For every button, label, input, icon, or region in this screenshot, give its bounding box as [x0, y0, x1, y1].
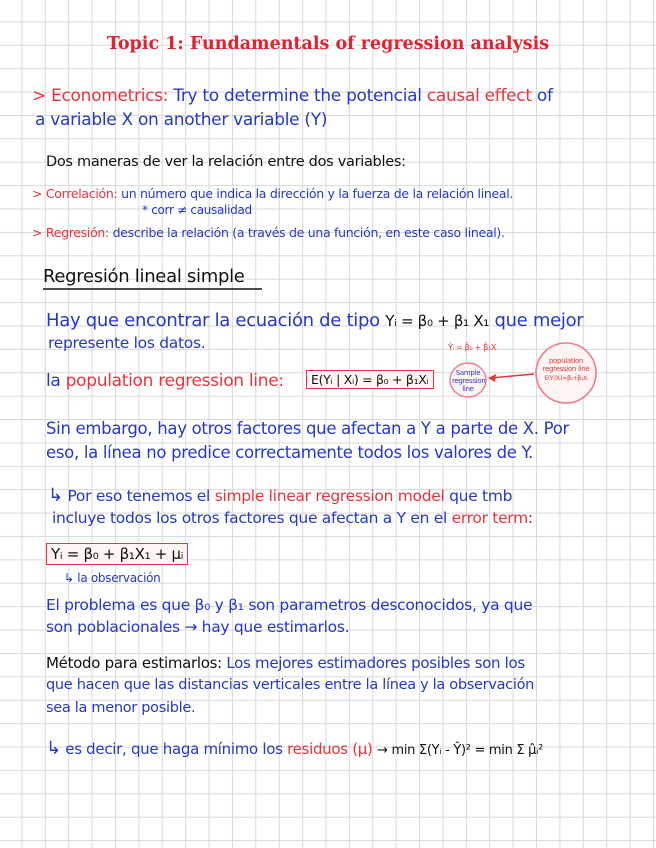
intro-marker: > — [32, 86, 46, 106]
p5-line-2: que hacen que las distancias verticales entre la línea y la observación — [46, 677, 535, 693]
p4-line-2: son poblacionales → hay que estimarlos. — [46, 618, 350, 636]
sample-label-1: Sample — [455, 369, 481, 377]
pop-circle-label — [536, 357, 596, 383]
sample-label-2: regression — [452, 377, 486, 385]
prl-line — [46, 371, 284, 391]
p5-line-1 — [46, 654, 525, 672]
sample-label-3: line — [462, 385, 474, 393]
p3-text-a: Por eso tenemos el — [67, 487, 211, 505]
p1-equation: Yᵢ = β₀ + β₁ X₁ — [385, 312, 490, 330]
prl-equation-box: E(Yᵢ | Xᵢ) = β₀ + β₁Xᵢ — [306, 370, 434, 389]
p6-arrow: ↳ — [46, 738, 61, 759]
page-title: Topic 1: Fundamentals of regression analysis — [106, 34, 550, 54]
p2-line-2: eso, la línea no predice correctamente todos los valores de Y. — [46, 443, 533, 462]
intro-line-2: a variable X on another variable (Y) — [35, 110, 328, 130]
pop-label-2: regression line — [542, 365, 590, 373]
p1-line-2: represente los datos. — [48, 334, 206, 352]
sample-label — [452, 369, 484, 393]
intro-term: Econometrics: — [51, 86, 169, 106]
model-equation-box: Yᵢ = β₀ + β₁X₁ + μᵢ — [46, 543, 188, 565]
dos-maneras: Dos maneras de ver la relación entre dos variables: — [46, 154, 406, 170]
p5-label: Método para estimarlos: — [46, 654, 222, 672]
sample-eq: Ŷᵢ = β̂₀ + β̂₁X — [448, 343, 497, 352]
p6-term: residuos (μ) — [287, 740, 373, 758]
intro-line-1 — [32, 86, 553, 106]
p4-line-1: El problema es que β₀ y β₁ son parametros desconocidos, ya que — [46, 596, 533, 614]
model-arrow: ↳ — [64, 571, 74, 585]
correlacion-note: * corr ≠ causalidad — [142, 203, 252, 217]
correlacion-line — [32, 186, 513, 201]
intro-highlight: causal effect — [426, 86, 532, 106]
arrow-head — [488, 374, 496, 382]
p3-term-1: simple linear regression model — [214, 487, 445, 505]
intro-text-2: of — [536, 86, 553, 106]
p2-line-1: Sin embargo, hay otros factores que afectan a Y a parte de X. Por — [46, 419, 570, 438]
p6-line — [46, 738, 543, 759]
p3-arrow: ↳ — [48, 485, 63, 506]
regresion-text: describe la relación (a través de una función, en este caso lineal). — [112, 225, 505, 240]
p6-formula: → min Σ(Yᵢ - Ŷ)² = min Σ μ̂ᵢ² — [377, 743, 544, 758]
p3-line-2 — [52, 509, 533, 527]
p3-text-b: que tmb — [449, 487, 513, 505]
p3-text-c: incluye todos los otros factores que afectan a Y en el — [52, 509, 447, 527]
p1-text-b: que mejor — [494, 310, 584, 331]
p1-text: Hay que encontrar la ecuación de tipo — [46, 310, 380, 331]
p3-line-1 — [48, 485, 512, 506]
regresion-marker: > — [32, 225, 43, 240]
correlacion-term: Correlación: — [45, 186, 118, 201]
correlacion-text: un número que indica la dirección y la fuerza de la relación lineal. — [121, 186, 514, 201]
model-note — [64, 571, 160, 585]
prl-term: population regression line — [65, 371, 279, 391]
section-heading: Regresión lineal simple — [43, 266, 245, 287]
regresion-term: Regresión: — [45, 225, 109, 240]
prl-colon: : — [278, 371, 284, 391]
model-note-text: la observación — [77, 571, 161, 585]
pop-label-eq: E(Yᵢ|Xᵢ)=β₀+β₁Xᵢ — [544, 375, 588, 382]
arrow-line — [490, 374, 534, 378]
regresion-line — [32, 225, 505, 240]
prl-prefix: la — [46, 371, 61, 391]
p3-term-2: error term — [451, 509, 528, 527]
correlacion-marker: > — [32, 186, 43, 201]
intro-text-1: Try to determine the potencial — [173, 86, 422, 106]
p5-text-1: Los mejores estimadores posibles son los — [226, 654, 525, 672]
p6-text: es decir, que haga mínimo los — [65, 740, 283, 758]
p5-line-3: sea la menor posible. — [46, 700, 196, 716]
p1-line-1 — [46, 310, 583, 331]
p3-colon: : — [527, 509, 533, 527]
pop-label-1: population — [548, 357, 584, 365]
